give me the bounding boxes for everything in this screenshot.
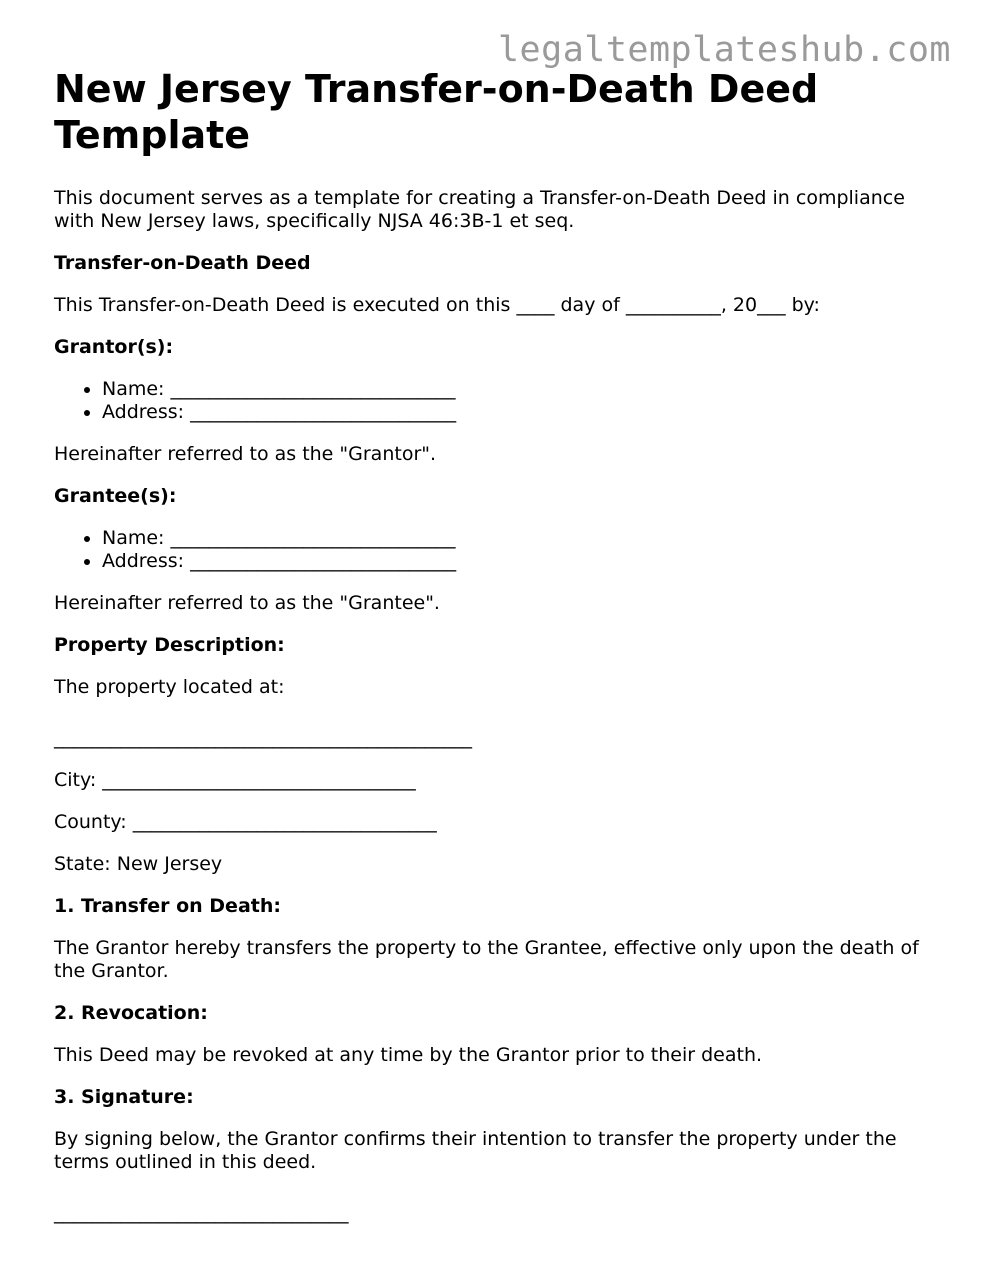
grantee-address-field: • Address: ____________________________ — [102, 550, 934, 573]
grantor-heading: Grantor(s): — [54, 336, 174, 358]
grantor-list — [54, 378, 934, 424]
property-city: City: _________________________________ — [54, 769, 416, 791]
signature-blank: _______________________________ — [54, 1202, 349, 1224]
grantor-name-field: • Name: ______________________________ — [102, 378, 934, 401]
site-watermark: legaltemplateshub.com — [497, 30, 951, 70]
section3-text: By signing below, the Grantor confirms their intention to transfer the property under the terms outlined in this deed. — [54, 1128, 897, 1173]
grantee-list — [54, 527, 934, 573]
property-state: State: New Jersey — [54, 853, 223, 875]
section1-text: The Grantor hereby transfers the property to the Grantee, effective only upon the death of the Grantor. — [54, 937, 919, 982]
section1-heading: 1. Transfer on Death: — [54, 895, 281, 917]
section2-heading: 2. Revocation: — [54, 1002, 208, 1024]
document-page — [54, 66, 934, 1225]
property-located: The property located at: — [54, 676, 285, 698]
property-address-blank: ____________________________________________ — [54, 727, 472, 749]
section2-text: This Deed may be revoked at any time by the Grantor prior to their death. — [54, 1044, 763, 1066]
intro-paragraph: This document serves as a template for creating a Transfer-on-Death Deed in compliance with New Jersey laws, specifically NJSA 46:3B-1 et seq. — [54, 187, 905, 232]
property-heading: Property Description: — [54, 634, 285, 656]
grantee-heading: Grantee(s): — [54, 485, 177, 507]
property-county: County: ________________________________ — [54, 811, 437, 833]
grantor-referred: Hereinafter referred to as the "Grantor". — [54, 443, 437, 465]
grantee-referred: Hereinafter referred to as the "Grantee". — [54, 592, 440, 614]
grantee-name-field: • Name: ______________________________ — [102, 527, 934, 550]
grantor-address-field: • Address: ____________________________ — [102, 401, 934, 424]
deed-heading: Transfer-on-Death Deed — [54, 252, 311, 274]
section3-heading: 3. Signature: — [54, 1086, 194, 1108]
executed-line: This Transfer-on-Death Deed is executed on this ____ day of __________, 20___ by: — [54, 294, 820, 316]
page-title: New Jersey Transfer-on-Death Deed Template — [54, 67, 819, 157]
